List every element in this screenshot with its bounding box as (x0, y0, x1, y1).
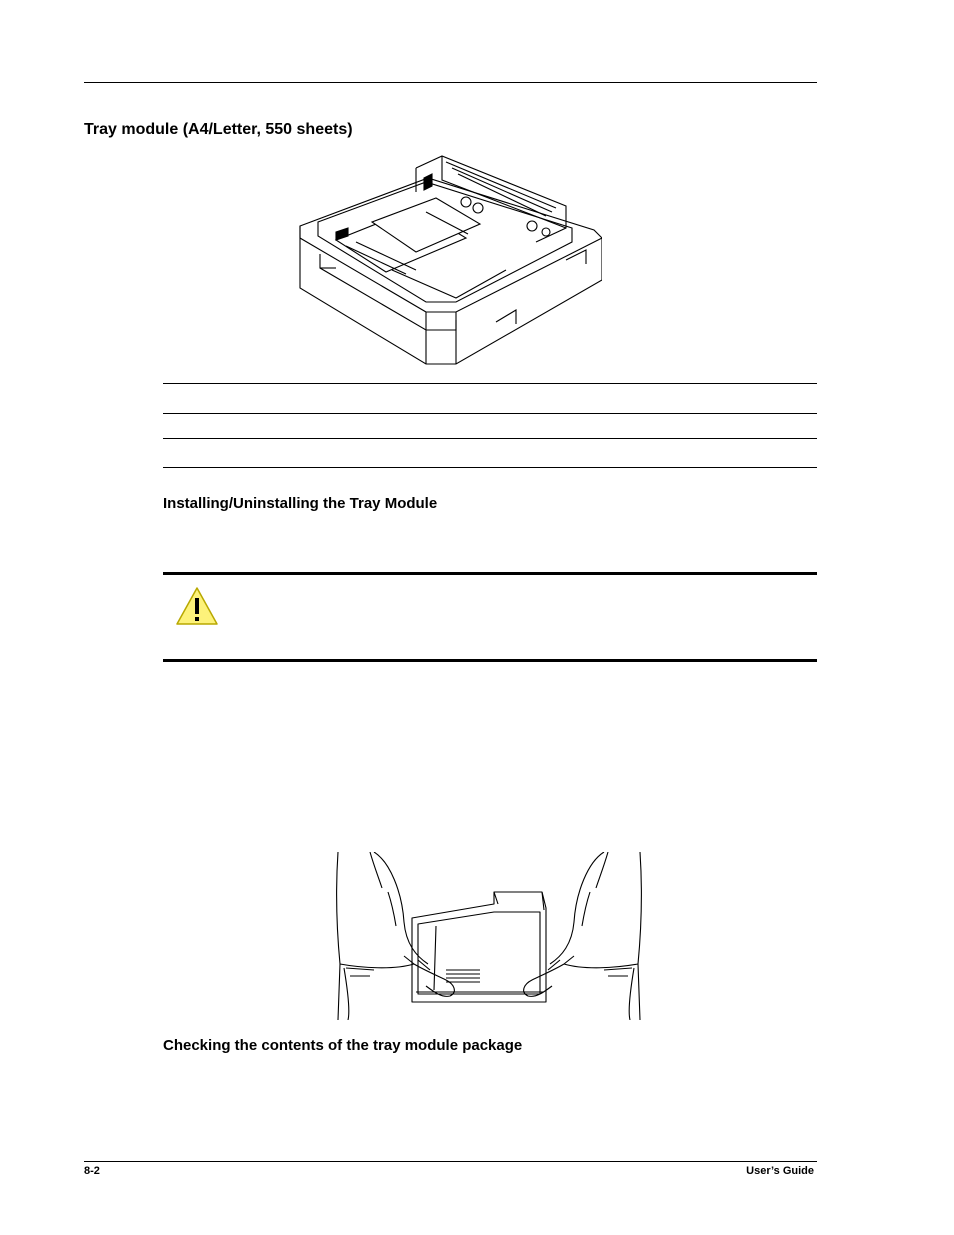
install-heading: Installing/Uninstalling the Tray Module (163, 495, 438, 512)
table-rule-bottom (163, 467, 817, 468)
page-number: 8-2 (84, 1165, 100, 1177)
table-rule-row1 (163, 413, 817, 414)
guide-title: User’s Guide (746, 1165, 814, 1177)
section-title: Tray module (A4/Letter, 550 sheets) (84, 121, 353, 138)
printer-lifting-illustration (334, 852, 644, 1020)
header-rule (84, 82, 817, 83)
warning-rule-top (163, 572, 817, 575)
tray-module-illustration (296, 152, 602, 366)
warning-triangle-icon (175, 586, 219, 626)
contents-heading: Checking the contents of the tray module package (163, 1037, 523, 1054)
footer-rule (84, 1161, 817, 1162)
warning-rule-bottom (163, 659, 817, 662)
table-rule-top (163, 383, 817, 384)
table-rule-row2 (163, 438, 817, 439)
